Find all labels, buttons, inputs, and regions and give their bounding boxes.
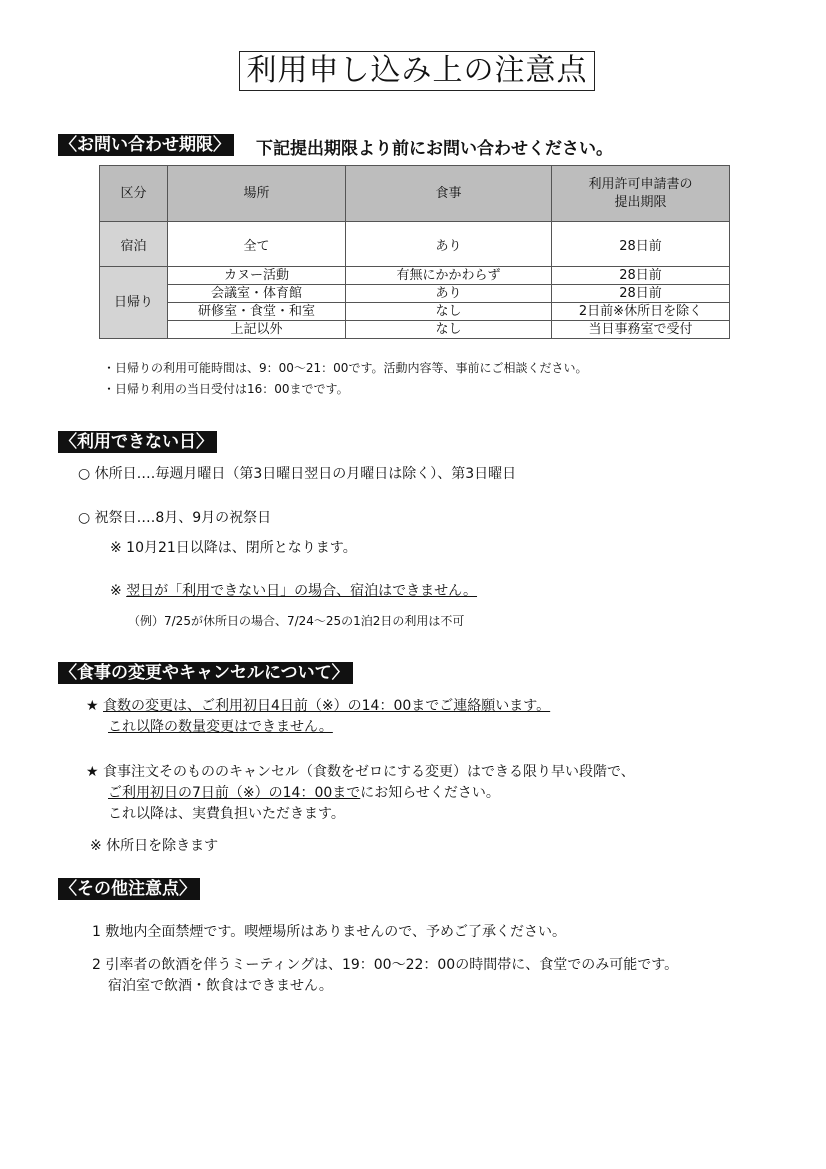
category-day-trip: 日帰り (100, 267, 168, 339)
cell-place: 研修室・食堂・和室 (168, 303, 346, 321)
cell-meal: あり (346, 222, 552, 267)
cell-place: 上記以外 (168, 321, 346, 339)
table-row (100, 222, 730, 267)
meal-note: ※ 休所日を除きます (90, 838, 219, 854)
deadline-table (99, 165, 730, 339)
table-row (100, 321, 730, 339)
section-heading-unavailable: 〈利用できない日〉 (58, 431, 217, 453)
header-deadline-line1: 利用許可申請書の (588, 176, 693, 192)
star-mark: ★ (86, 698, 104, 714)
meal-cancel-rest: にお知らせください。 (360, 785, 500, 801)
table-row (100, 303, 730, 321)
cell-meal: なし (346, 321, 552, 339)
meal-change-line2: これ以降の数量変更はできません。 (108, 719, 333, 735)
other-item-1: 1 敷地内全面禁煙です。喫煙場所はありませんので、予めご了承ください。 (92, 924, 566, 940)
cell-meal: 有無にかかわらず (346, 267, 552, 285)
meal-cancel-line3: これ以降は、実費負担いただきます。 (108, 806, 345, 822)
cell-deadline: 28日前 (552, 285, 730, 303)
meal-change-text: 食数の変更は、ご利用初日4日前（※）の14：00までご連絡願います。 (103, 698, 551, 714)
header-deadline-line2: 提出期限 (614, 194, 667, 210)
holiday-item: ○ 祝祭日‥‥8月、9月の祝祭日 (78, 510, 272, 526)
header-place: 場所 (168, 166, 346, 222)
inquiry-note: ・日帰りの利用可能時間は、9：00～21：00です。活動内容等、事前にご相談ください。 (103, 361, 588, 375)
cell-deadline: 28日前 (552, 267, 730, 285)
table-row (100, 285, 730, 303)
section-heading-other: 〈その他注意点〉 (58, 878, 200, 900)
closure-note: ※ 10月21日以降は、閉所となります。 (110, 540, 357, 556)
cell-place: 会議室・体育館 (168, 285, 346, 303)
meal-cancel-deadline: ご利用初日の7日前（※）の14：00まで (108, 785, 361, 801)
table-row (100, 267, 730, 285)
meal-change-line1 (86, 696, 550, 716)
overnight-note-text: 翌日が「利用できない日」の場合、宿泊はできません。 (126, 583, 478, 599)
cell-place: カヌー活動 (168, 267, 346, 285)
cell-deadline: 当日事務室で受付 (552, 321, 730, 339)
other-item-2-line1: 2 引率者の飲酒を伴うミーティングは、19：00～22：00の時間帯に、食堂でのみ可能です。 (92, 957, 679, 973)
meal-cancel-line1: ★ 食事注文そのもののキャンセル（食数をゼロにする変更）はできる限り早い段階で、 (86, 764, 635, 780)
inquiry-note: ・日帰り利用の当日受付は16：00までです。 (103, 382, 349, 396)
example-note: （例）7/25が休所日の場合、7/24～25の1泊2日の利用は不可 (128, 614, 465, 628)
cell-meal: なし (346, 303, 552, 321)
meal-cancel-line2 (108, 783, 500, 803)
header-deadline (552, 166, 730, 222)
category-stay: 宿泊 (100, 222, 168, 267)
table-header-row (100, 166, 730, 222)
cell-deadline: 2日前※休所日を除く (552, 303, 730, 321)
closed-day-item: ○ 休所日‥‥毎週月曜日（第3日曜日翌日の月曜日は除く）、第3日曜日 (78, 466, 517, 482)
header-category: 区分 (100, 166, 168, 222)
overnight-note (110, 581, 477, 601)
section-heading-meal: 〈食事の変更やキャンセルについて〉 (58, 662, 353, 684)
other-item-2-line2: 宿泊室で飲酒・飲食はできません。 (108, 978, 333, 994)
cell-place: 全て (168, 222, 346, 267)
cell-meal: あり (346, 285, 552, 303)
page-title: 利用申し込み上の注意点 (239, 51, 595, 91)
note-mark: ※ (110, 583, 127, 599)
cell-deadline: 28日前 (552, 222, 730, 267)
section-heading-inquiry: 〈お問い合わせ期限〉 (58, 134, 234, 156)
inquiry-lead-text: 下記提出期限より前にお問い合わせください。 (256, 139, 613, 159)
header-meal: 食事 (346, 166, 552, 222)
